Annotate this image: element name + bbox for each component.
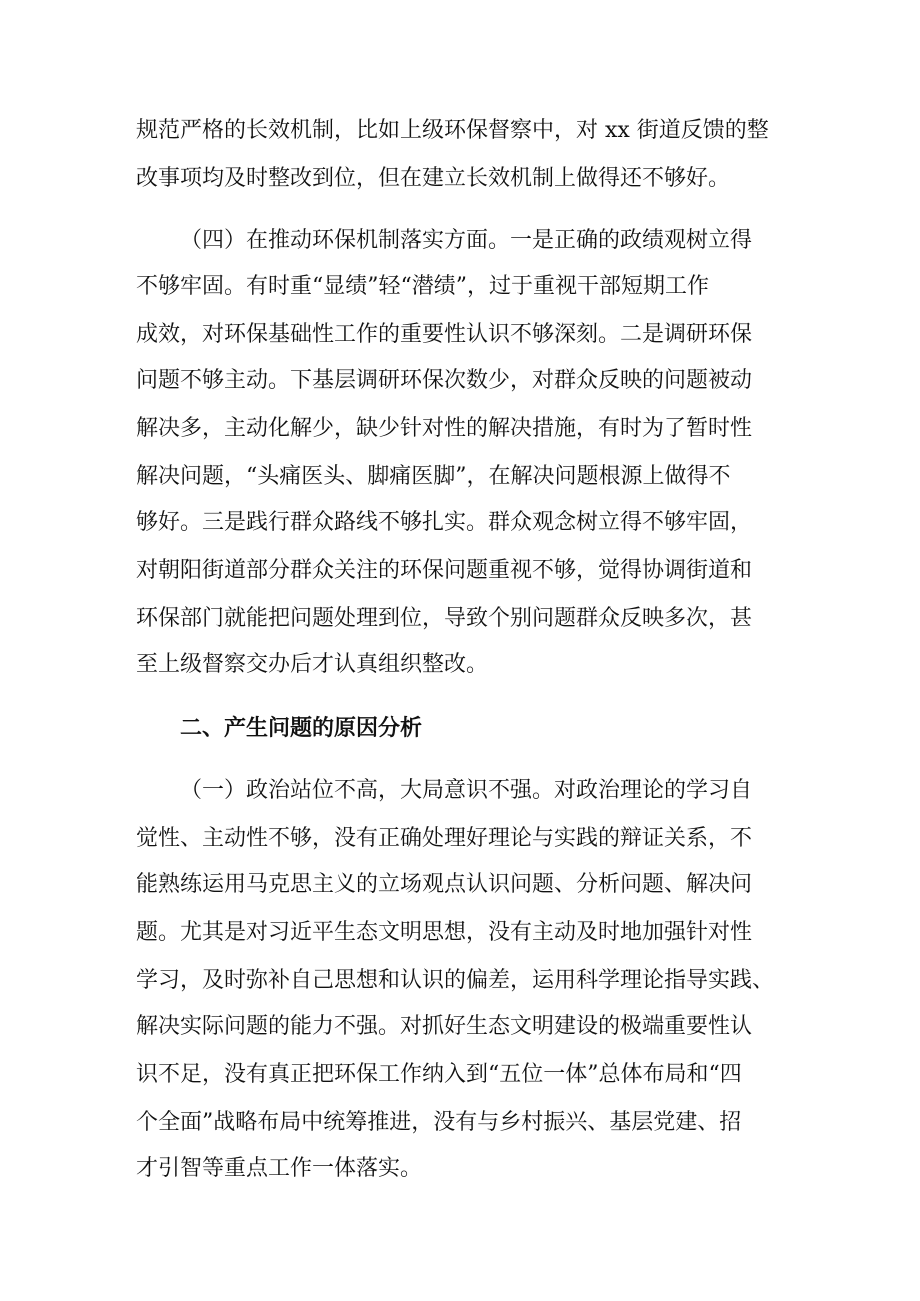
text-line: 题。尤其是对习近平生态文明思想，没有主动及时地加强针对性 <box>136 920 753 945</box>
text-line: 学习，及时弥补自己思想和认识的偏差，运用科学理论指导实践、 <box>136 968 775 993</box>
text-line: （四）在推动环保机制落实方面。一是正确的政绩观树立得 <box>180 228 753 253</box>
text-line: 解决问题，“头痛医头、脚痛医脚”，在解决问题根源上做得不 <box>136 464 731 489</box>
text-line: 才引智等重点工作一体落实。 <box>136 1156 423 1181</box>
text-line: 够好。三是践行群众路线不够扎实。群众观念树立得不够牢固， <box>136 510 753 535</box>
text-line: 解决实际问题的能力不强。对抓好生态文明建设的极端重要性认 <box>136 1014 753 1039</box>
text-line: 改事项均及时整改到位，但在建立长效机制上做得还不够好。 <box>136 166 731 191</box>
text-line: 成效，对环保基础性工作的重要性认识不够深刻。二是调研环保 <box>136 322 753 347</box>
text-line: 对朝阳街道部分群众关注的环保问题重视不够，觉得协调街道和 <box>136 558 753 583</box>
text-line: 环保部门就能把问题处理到位，导致个别问题群众反映多次，甚 <box>136 606 753 631</box>
text-line: 不够牢固。有时重“显绩”轻“潜绩”，过于重视干部短期工作 <box>136 274 709 299</box>
text-line: （一）政治站位不高，大局意识不强。对政治理论的学习自 <box>180 778 753 803</box>
text-line: 个全面”战略布局中统筹推进，没有与乡村振兴、基层党建、招 <box>136 1110 742 1135</box>
text-line: 识不足，没有真正把环保工作纳入到“五位一体”总体布局和“四 <box>136 1062 742 1087</box>
section-heading: 二、产生问题的原因分析 <box>180 716 423 741</box>
text-line: 解决多，主动化解少，缺少针对性的解决措施，有时为了暂时性 <box>136 416 753 441</box>
text-line: 至上级督察交办后才认真组织整改。 <box>136 652 489 677</box>
text-line: 规范严格的长效机制，比如上级环保督察中，对 xx 街道反馈的整 <box>136 118 769 143</box>
text-line: 觉性、主动性不够，没有正确处理好理论与实践的辩证关系，不 <box>136 826 753 851</box>
text-line: 问题不够主动。下基层调研环保次数少，对群众反映的问题被动 <box>136 368 753 393</box>
text-line: 能熟练运用马克思主义的立场观点认识问题、分析问题、解决问 <box>136 872 753 897</box>
